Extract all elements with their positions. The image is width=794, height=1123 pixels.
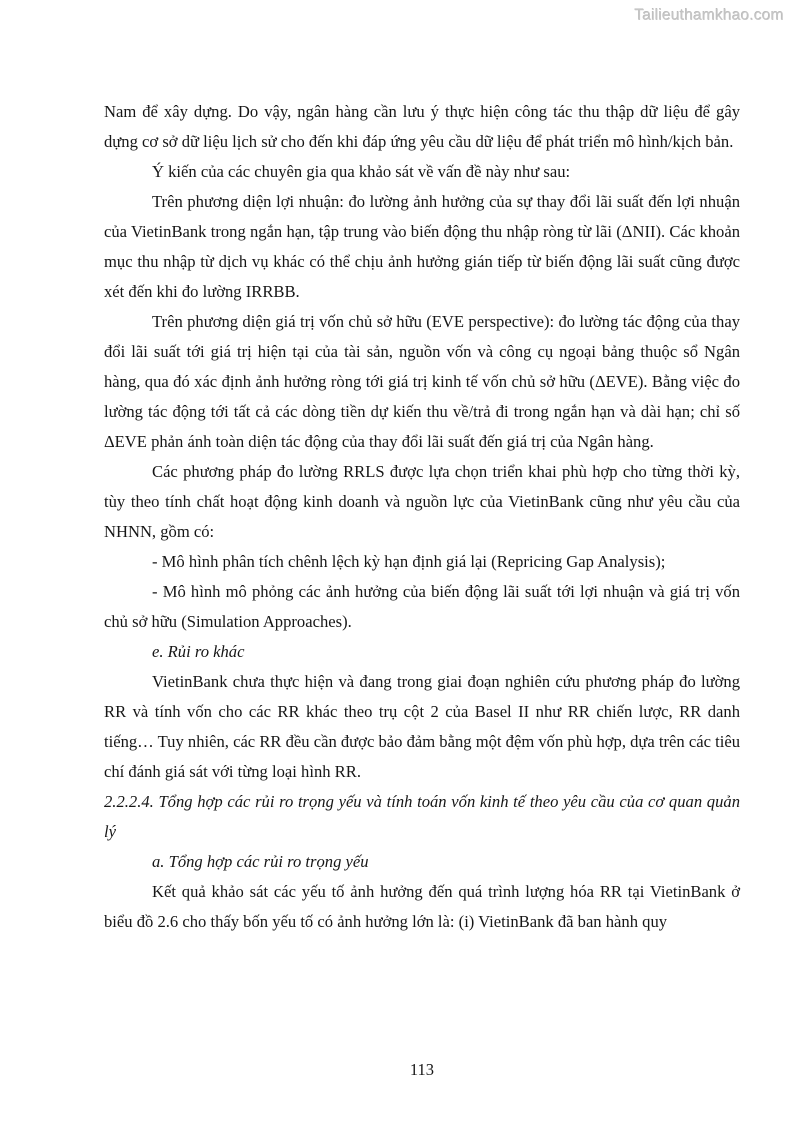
paragraph-survey-results: Kết quả khảo sát các yếu tố ảnh hưởng đến quá trình lượng hóa RR tại VietinBank ở biểu đồ 2.6 cho thấy bốn yếu tố có ảnh hưởng lớn là: (i) VietinBank đã ban hành quy xyxy=(104,882,740,931)
heading-section-2-2-2-4: 2.2.2.4. Tổng hợp các rủi ro trọng yếu và tính toán vốn kinh tế theo yêu cầu của cơ quan quản lý xyxy=(104,792,740,841)
paragraph-eve-perspective: Trên phương diện giá trị vốn chủ sở hữu (EVE perspective): đo lường tác động của thay đổi lãi suất tới giá trị hiện tại của tài sản, nguồn vốn và công cụ ngoại bảng thuộc sổ Ngân hàng, qua đó xác định ảnh hưởng ròng tới giá trị kinh tế vốn chủ sở hữu (ΔEVE). Bằng việc đo lường tác động tới tất cả các dòng tiền dự kiến thu về/trả đi trong ngắn hạn và dài hạn; chỉ số ΔEVE phản ánh toàn diện tác động của thay đổi lãi suất đến giá trị của Ngân hàng. xyxy=(104,312,740,451)
page-number: 113 xyxy=(409,1060,435,1079)
heading-other-risks: e. Rủi ro khác xyxy=(152,642,245,661)
heading-risk-aggregation: a. Tổng hợp các rủi ro trọng yếu xyxy=(152,852,369,871)
paragraph-profit-perspective: Trên phương diện lợi nhuận: đo lường ảnh hưởng của sự thay đổi lãi suất đến lợi nhuận của VietinBank trong ngắn hạn, tập trung vào biến động thu nhập ròng từ lãi (ΔNII). Các khoản mục thu nhập từ dịch vụ khác có thể chịu ảnh hưởng gián tiếp từ biến động lãi suất cũng được xét đến khi đo lường IRRBB. xyxy=(104,192,740,301)
paragraph-measurement-methods-intro: Các phương pháp đo lường RRLS được lựa chọn triển khai phù hợp cho từng thời kỳ, tùy theo tính chất hoạt động kinh doanh và nguồn lực của VietinBank cũng như yêu cầu của NHNN, gồm có: xyxy=(104,462,740,541)
paragraph-data-collection: Nam để xây dựng. Do vậy, ngân hàng cần lưu ý thực hiện công tác thu thập dữ liệu để gây dựng cơ sở dữ liệu lịch sử cho đến khi đáp ứng yêu cầu dữ liệu để phát triển mô hình/kịch bản. xyxy=(104,102,740,151)
watermark: Tailieuthamkhao.com xyxy=(634,7,784,24)
list-item-repricing-gap-analysis: - Mô hình phân tích chênh lệch kỳ hạn định giá lại (Repricing Gap Analysis); xyxy=(152,552,666,571)
paragraph-other-risks: VietinBank chưa thực hiện và đang trong giai đoạn nghiên cứu phương pháp đo lường RR và tính vốn cho các RR khác theo trụ cột 2 của Basel II như RR chiến lược, RR danh tiếng… Tuy nhiên, các RR đều cần được bảo đảm bằng một đệm vốn phù hợp, dựa trên các tiêu chí đánh giá sát với từng loại hình RR. xyxy=(104,672,740,781)
page-body-text xyxy=(104,97,740,937)
paragraph-expert-opinion-intro: Ý kiến của các chuyên gia qua khảo sát về vấn đề này như sau: xyxy=(152,162,571,181)
list-item-simulation-approaches: - Mô hình mô phỏng các ảnh hưởng của biến động lãi suất tới lợi nhuận và giá trị vốn chủ sở hữu (Simulation Approaches). xyxy=(104,582,740,631)
